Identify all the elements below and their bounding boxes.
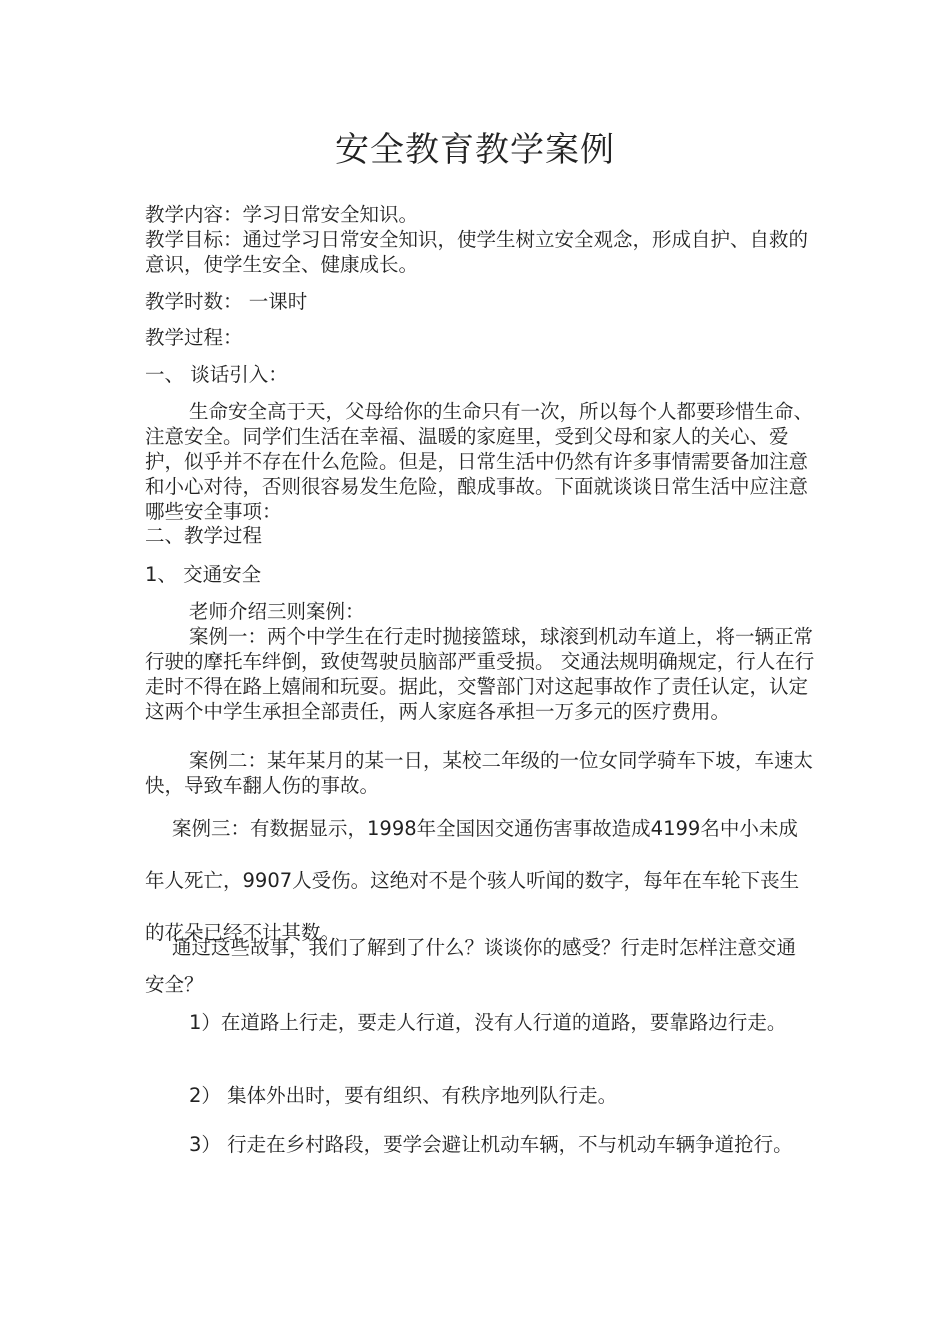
section-two-heading: 二、教学过程 [145,524,263,547]
teacher-intro: 老师介绍三则案例： [189,600,365,623]
section-one-heading: 一、 谈话引入： [145,363,288,386]
number-1998: 1998 [367,817,417,840]
lesson-hours: 教学时数： 一课时 [145,290,308,313]
case-one-paragraph: 案例一：两个中学生在行走时抛接篮球，球滚到机动车道上，将一辆正常行驶的摩托车绊倒，致使驾驶员脑部严重受损。 交通法规明确规定，行人在行走时不得在路上嬉闹和玩耍。据此，交警部门对这起事故作了责任认定，认定这两个中学生承担全部责任，两人家庭各承担一万多元的医疗费用。 [145,625,815,723]
subsection-number: 1、 [145,563,177,586]
lesson-goal: 教学目标：通过学习日常安全知识，使学生树立安全观念，形成自护、自救的意识，使学生安全、健康成长。 [145,228,809,276]
case-three-paragraph: 案例三：有数据显示，1998年全国因交通伤害事故造成4199名中小未成年人死亡，9907人受伤。这绝对不是个骇人听闻的数字，每年在车轮下丧生的花朵已经不计其数。 [145,817,800,944]
rule-item: 2） 集体外出时，要有组织、有秩序地列队行走。 [189,1084,618,1107]
rule-item: 1）在道路上行走，要走人行道，没有人行道的道路，要靠路边行走。 [189,1011,787,1034]
number-4199: 4199 [650,817,701,840]
document-title: 安全教育教学案例 [335,130,615,170]
subsection-title: 交通安全 [176,563,262,586]
subsection-traffic-safety [145,562,815,587]
case-two-paragraph: 案例二：某年某月的某一日，某校二年级的一位女同学骑车下坡，车速太快，导致车翻人伤的事故。 [145,749,814,797]
lesson-content: 教学内容：学习日常安全知识。 [145,203,419,226]
intro-paragraph: 生命安全高于天，父母给你的生命只有一次，所以每个人都要珍惜生命、注意安全。同学们生活在幸福、温暖的家庭里，受到父母和家人的关心、爱护，似乎并不存在什么危险。但是，日常生活中仍然有许多事情需要备加注意和小心对待，否则很容易发生危险，酿成事故。下面就谈谈日常生活中应注意哪些安全事项： [145,400,814,523]
rule-item: 3） 行走在乡村路段，要学会避让机动车辆，不与机动车辆争道抢行。 [189,1133,793,1156]
question-paragraph: 通过这些故事，我们了解到了什么？谈谈你的感受？行走时怎样注意交通安全？ [145,936,797,996]
number-9907: 9907 [242,869,293,892]
lesson-process-heading: 教学过程： [145,326,243,349]
